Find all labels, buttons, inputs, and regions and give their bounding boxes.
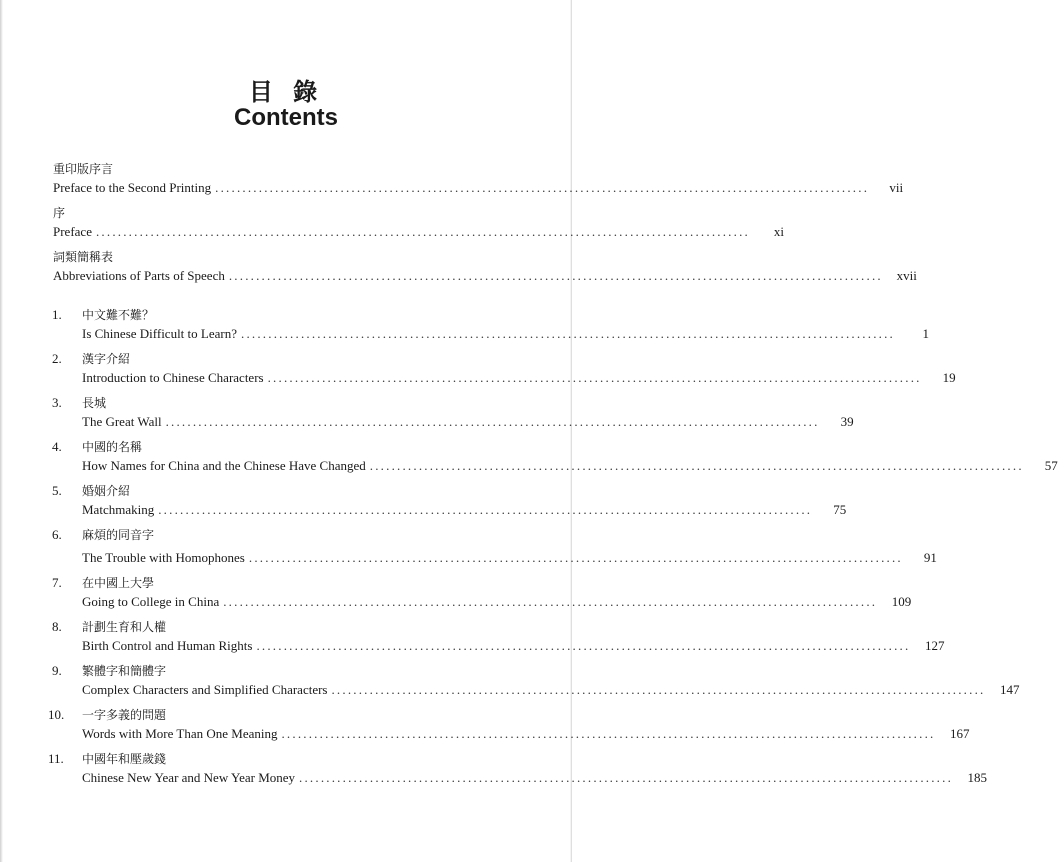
chapter-english-title: Going to College in China: [82, 594, 220, 609]
entry-english-title: Abbreviations of Parts of Speech: [53, 268, 225, 283]
chapter-english-line: [82, 594, 912, 610]
dot-leader: ........................................................................................................................: [241, 326, 895, 341]
chapter-page-number: 91: [923, 550, 937, 565]
dot-leader: ........................................................................................................................: [228, 268, 883, 283]
dot-leader: ........................................................................................................................: [95, 224, 750, 239]
chapter-number: 10.: [48, 707, 65, 722]
chapter-english-title: Matchmaking: [82, 502, 155, 517]
chapter-page-number: 19: [942, 370, 956, 385]
chapter-english-title: The Great Wall: [82, 414, 162, 429]
dot-leader: ........................................................................................................................: [267, 370, 922, 385]
chapter-english-title: Chinese New Year and New Year Money: [82, 770, 296, 785]
entry-chinese-title: 詞類簡稱表: [53, 250, 114, 264]
dot-leader: ........................................................................................................................: [223, 594, 878, 609]
chapter-page-number: 75: [833, 502, 847, 517]
chapter-english-title: Complex Characters and Simplified Characters: [82, 682, 328, 697]
chapter-english-line: [82, 726, 970, 742]
entry-page-number: xvii: [896, 268, 917, 283]
entry-english-line: [53, 224, 784, 240]
entry-english-line: [53, 180, 904, 196]
chapter-chinese-title: 中文難不難？: [82, 308, 155, 322]
chapter-english-line: [82, 502, 847, 518]
chapter-english-line: [82, 370, 956, 386]
entry-english-line: [53, 268, 917, 284]
chapter-number: 5.: [52, 483, 62, 498]
chapter-page-number: 39: [840, 414, 854, 429]
chapter-chinese-title: 一字多義的問題: [82, 708, 167, 722]
dot-leader: ........................................................................................................................: [158, 502, 813, 517]
title-english: Contents: [234, 104, 338, 131]
chapter-chinese-title: 漢字介紹: [82, 352, 131, 366]
chapter-number: 2.: [52, 351, 62, 366]
chapter-number: 4.: [52, 439, 62, 454]
chapter-english-title: The Trouble with Homophones: [82, 550, 245, 565]
entry-english-title: Preface to the Second Printing: [53, 180, 212, 195]
chapter-english-line: [82, 638, 945, 654]
chapter-chinese-title: 在中國上大學: [82, 576, 155, 590]
chapter-page-number: 127: [924, 638, 945, 653]
chapter-english-line: [82, 550, 937, 566]
chapter-page-number: 1: [922, 326, 929, 341]
chapter-page-number: 167: [949, 726, 970, 741]
entry-page-number: vii: [889, 180, 904, 195]
chapter-number: 7.: [52, 575, 62, 590]
chapter-english-title: Words with More Than One Meaning: [82, 726, 278, 741]
chapter-number: 11.: [48, 751, 64, 766]
entry-chinese-title: 序: [53, 206, 66, 220]
chapter-chinese-title: 計劃生育和人權: [82, 620, 167, 634]
chapter-english-title: Is Chinese Difficult to Learn?: [82, 326, 237, 341]
chapter-number: 8.: [52, 619, 62, 634]
chapter-page-number: 185: [967, 770, 988, 785]
entry-english-title: Preface: [53, 224, 92, 239]
chapter-english-title: Birth Control and Human Rights: [82, 638, 253, 653]
chapter-chinese-title: 麻煩的同音字: [82, 528, 155, 542]
dot-leader: ........................................................................................................................: [369, 458, 1024, 473]
chapter-english-line: [82, 770, 988, 786]
chapter-number: 6.: [52, 527, 62, 542]
chapter-english-line: [82, 682, 1020, 698]
entry-page-number: xi: [773, 224, 784, 239]
dot-leader: ........................................................................................................................: [215, 180, 870, 195]
chapter-page-number: 57: [1044, 458, 1058, 473]
chapter-english-line: [82, 458, 1058, 474]
chapter-chinese-title: 中國的名稱: [82, 440, 143, 454]
chapter-english-title: Introduction to Chinese Characters: [82, 370, 264, 385]
dot-leader: ........................................................................................................................: [256, 638, 911, 653]
dot-leader: ........................................................................................................................: [331, 682, 986, 697]
chapter-chinese-title: 中國年和壓歲錢: [82, 752, 167, 766]
dot-leader: ........................................................................................................................: [165, 414, 820, 429]
chapter-chinese-title: 長城: [82, 396, 107, 410]
chapter-number: 3.: [52, 395, 62, 410]
chapter-english-title: How Names for China and the Chinese Have Changed: [82, 458, 366, 473]
chapter-english-line: [82, 414, 854, 430]
chapter-number: 9.: [52, 663, 62, 678]
chapter-chinese-title: 婚姻介紹: [82, 484, 131, 498]
dot-leader: ........................................................................................................................: [248, 550, 903, 565]
dot-leader: ........................................................................................................................: [281, 726, 936, 741]
title-chinese: 目 錄: [248, 78, 324, 106]
chapter-english-line: [82, 326, 929, 342]
chapter-chinese-title: 繁體字和簡體字: [82, 664, 167, 678]
chapter-number: 1.: [52, 307, 62, 322]
entry-chinese-title: 重印版序言: [53, 162, 114, 176]
chapter-page-number: 147: [999, 682, 1020, 697]
dot-leader: ........................................................................................................................: [299, 770, 954, 785]
chapter-page-number: 109: [891, 594, 912, 609]
